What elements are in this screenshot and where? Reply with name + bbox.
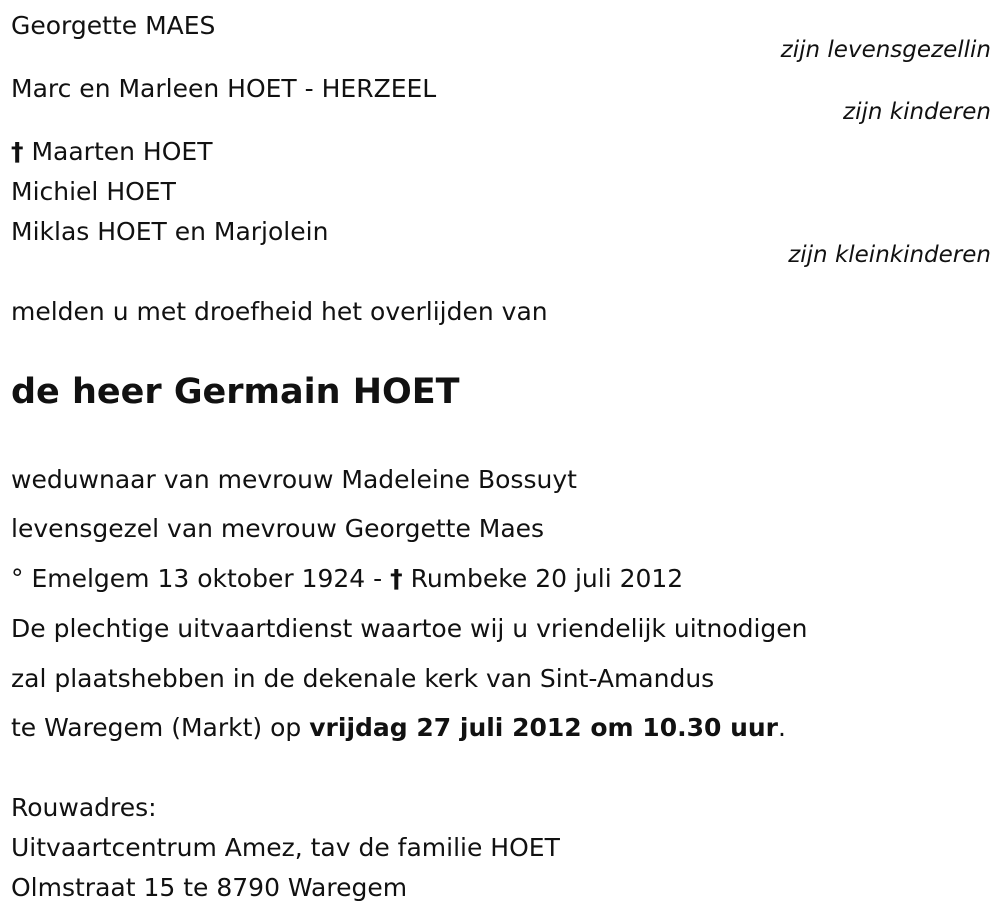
grandchild-1	[11, 137, 212, 167]
funeral-line-2: zal plaatshebben in de dekenale kerk van Sint-Amandus	[11, 664, 715, 693]
funeral-location: te Waregem (Markt) op	[11, 713, 310, 742]
life-dates	[11, 564, 683, 594]
address-label: Rouwadres:	[11, 793, 157, 822]
grandchild-3: Miklas HOET en Marjolein	[11, 217, 329, 246]
partner-line: levensgezel van mevrouw Georgette Maes	[11, 514, 545, 543]
cross-icon: †	[11, 137, 24, 166]
grandchildren-role: zijn kleinkinderen	[788, 242, 991, 268]
birth-text: Emelgem 13 oktober 1924 -	[31, 564, 383, 593]
death-text: Rumbeke 20 juli 2012	[410, 564, 684, 593]
partner-role: zijn levensgezellin	[780, 37, 991, 63]
grandchild-1-name: Maarten HOET	[31, 137, 213, 166]
grandchild-2: Michiel HOET	[11, 177, 176, 206]
widower-line: weduwnaar van mevrouw Madeleine Bossuyt	[11, 465, 577, 494]
funeral-datetime: vrijdag 27 juli 2012 om 10.30 uur	[309, 713, 778, 742]
address-line-1: Uitvaartcentrum Amez, tav de familie HOET	[11, 833, 560, 862]
funeral-line-3	[11, 713, 786, 743]
address-line-2: Olmstraat 15 te 8790 Waregem	[11, 873, 408, 902]
deceased-title: de heer Germain HOET	[11, 372, 460, 412]
children-role: zijn kinderen	[843, 99, 991, 125]
announcement-text: melden u met droefheid het overlijden van	[11, 297, 548, 326]
cross-icon: †	[390, 564, 403, 593]
birth-icon: °	[11, 564, 24, 593]
children-name: Marc en Marleen HOET - HERZEEL	[11, 74, 437, 103]
partner-name: Georgette MAES	[11, 11, 216, 40]
funeral-line-1: De plechtige uitvaartdienst waartoe wij u vriendelijk uitnodigen	[11, 614, 808, 643]
funeral-period: .	[778, 713, 786, 742]
